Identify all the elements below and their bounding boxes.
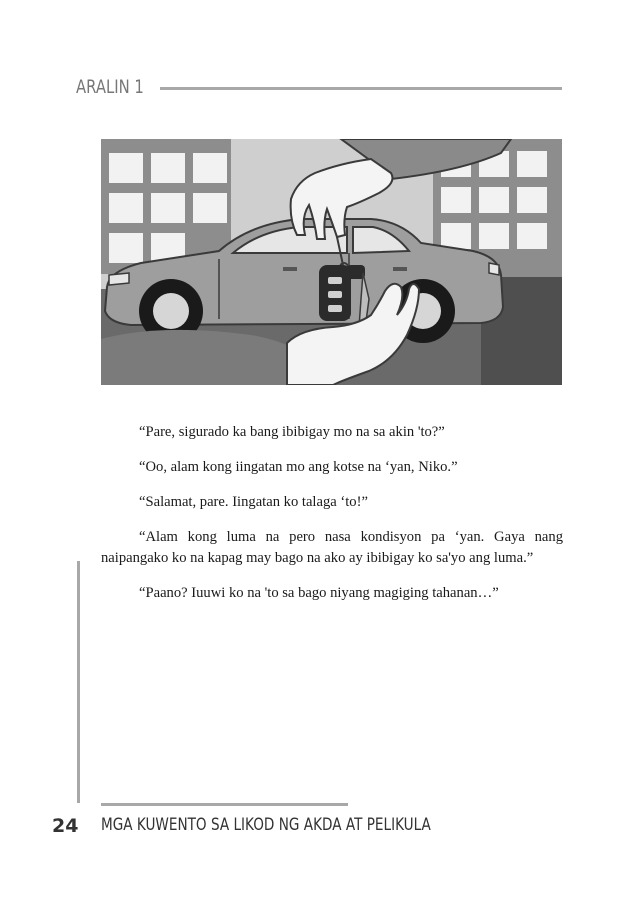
dialogue-line: “Salamat, pare. Iingatan ko talaga ‘to!” [139, 494, 368, 510]
page-header [76, 76, 562, 102]
lesson-label: ARALIN 1 [76, 76, 144, 98]
page-number: 24 [52, 815, 79, 837]
dialogue-line: “Oo, alam kong iingatan mo ang kotse na ‘yan, Niko.” [139, 459, 458, 475]
dialogue-line: “Paano? Iuuwi ko na 'to sa bago niyang magiging tahanan…” [139, 585, 499, 601]
story-text [101, 422, 563, 618]
book-title: MGA KUWENTO SA LIKOD NG AKDA AT PELIKULA [101, 815, 431, 835]
header-rule [160, 87, 562, 90]
car-key-illustration [101, 139, 562, 385]
dialogue-line: “Pare, sigurado ka bang ibibigay mo na sa akin 'to?” [139, 424, 445, 440]
side-rule [77, 561, 80, 803]
footer-rule [101, 803, 348, 806]
dialogue-line: “Alam kong luma na pero nasa kondisyon pa ‘yan. Gaya nang naipangako ko na kapag may bago na ako ay ibibigay ko sa'yo ang luma.” [101, 529, 563, 566]
